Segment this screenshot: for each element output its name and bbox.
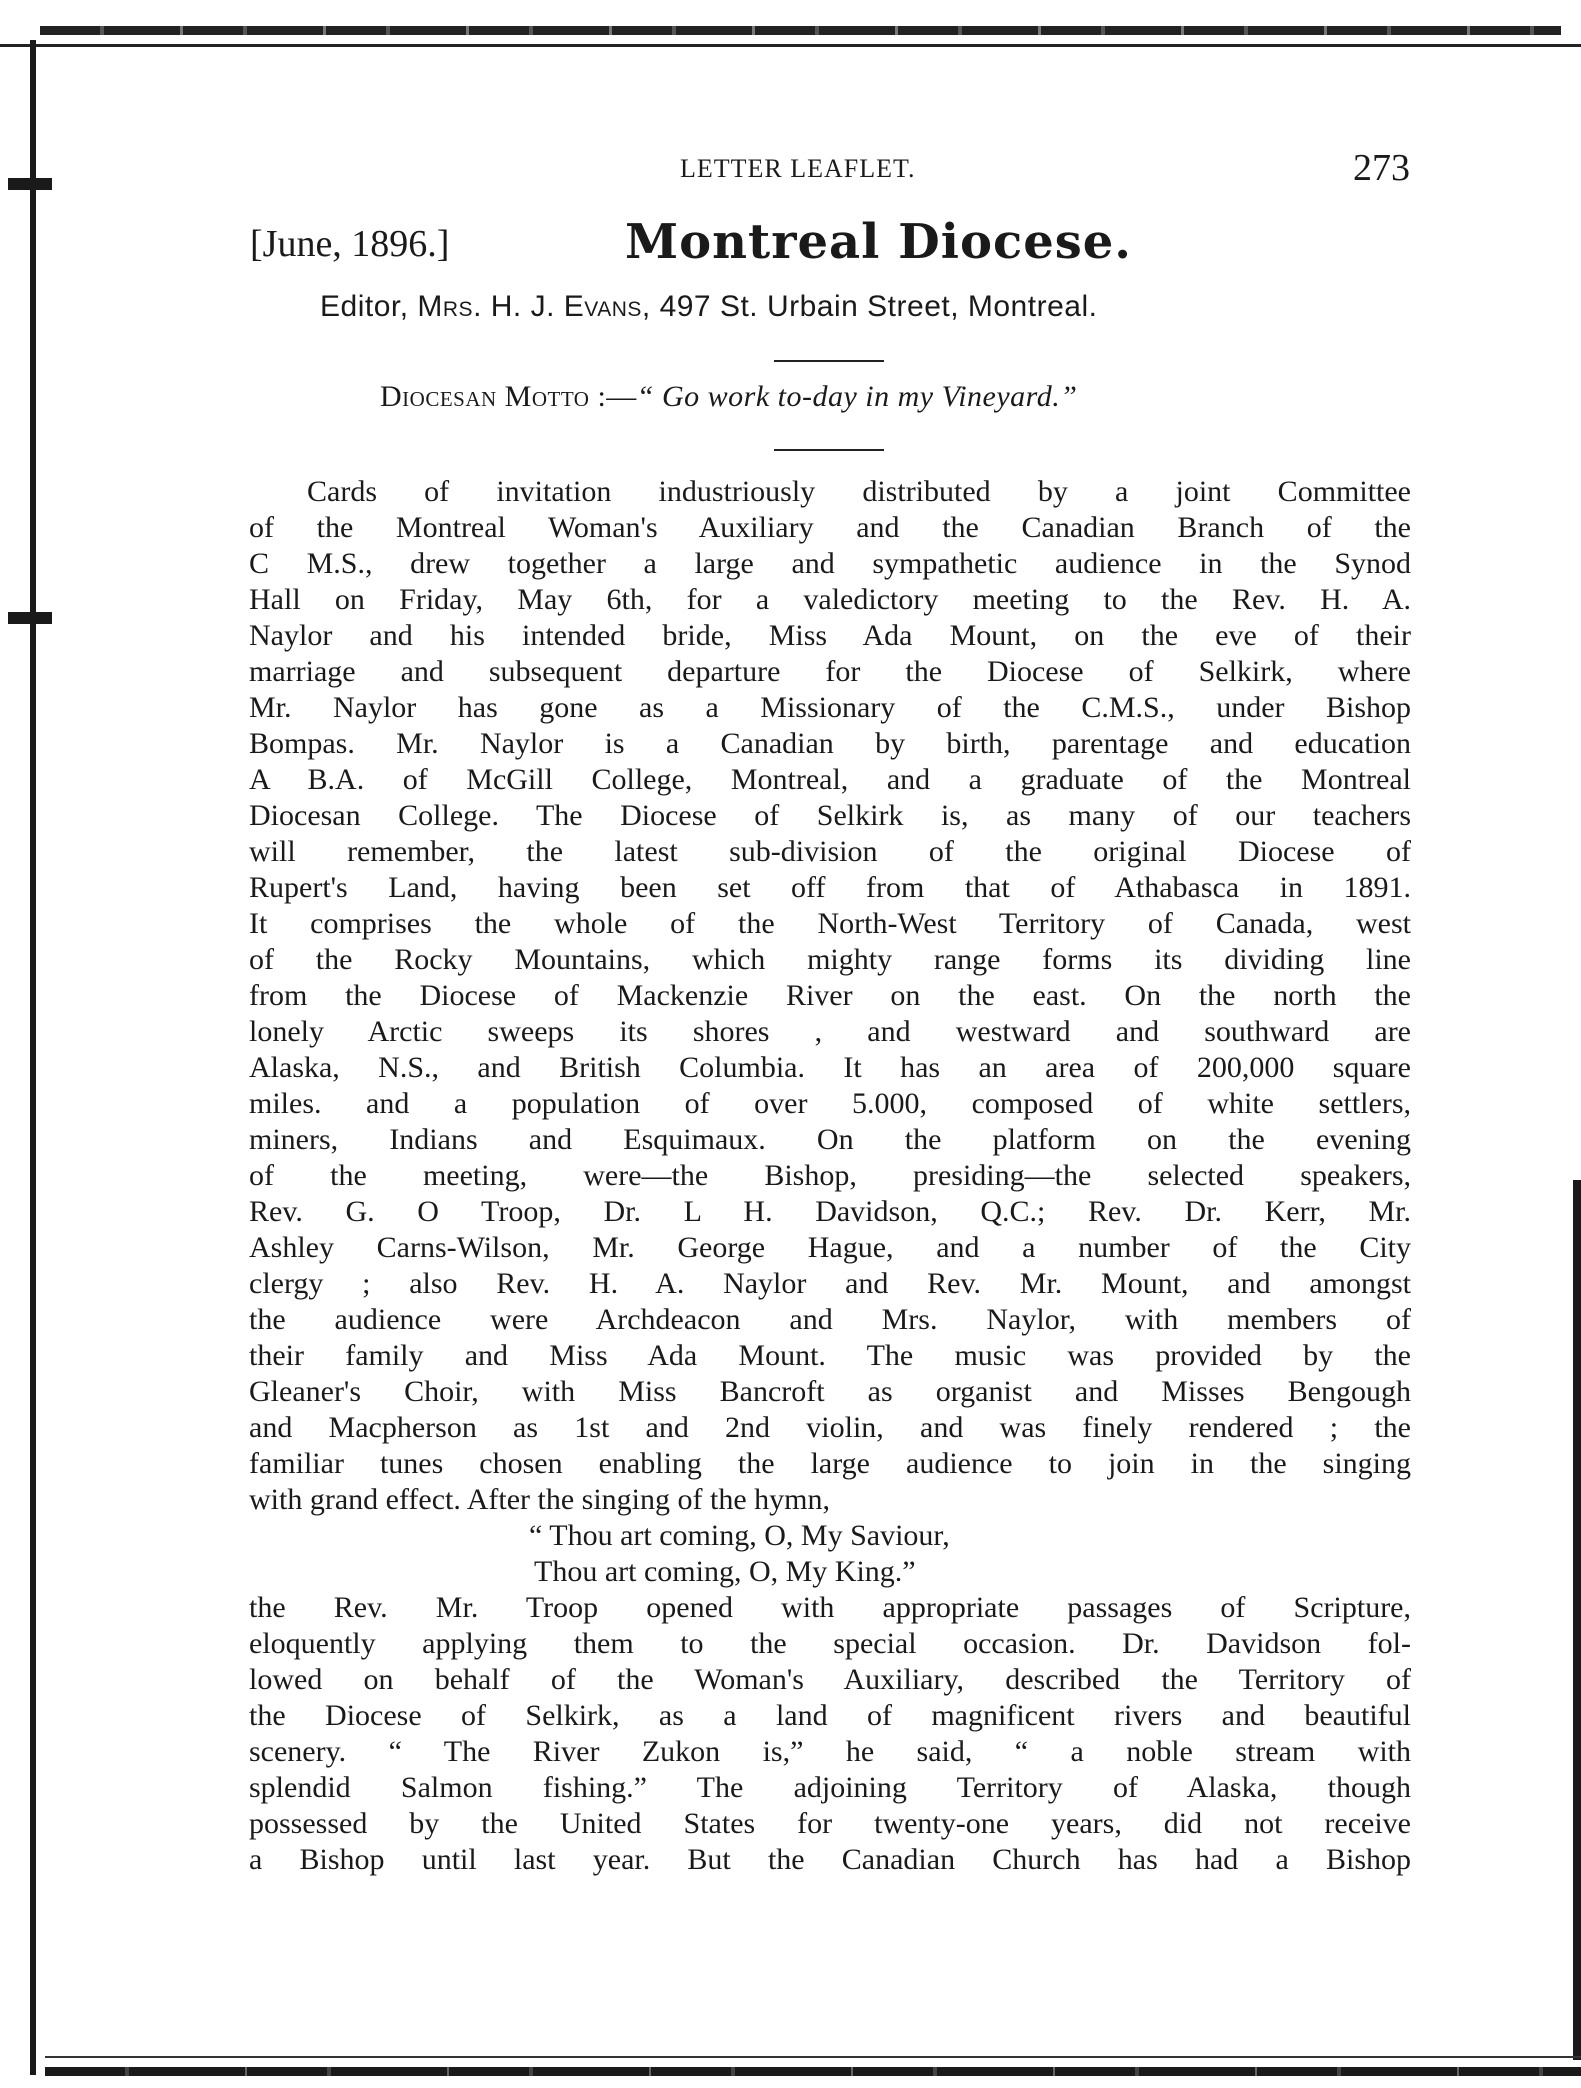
motto-text: “ Go work to-day in my Vineyard.”: [636, 380, 1078, 413]
section-divider: [774, 449, 884, 451]
running-title: LETTER LEAFLET.: [680, 154, 916, 183]
bottom-border-thin-rule: [45, 2056, 1581, 2058]
hymn-line: “ Thou art coming, O, My Saviour,: [529, 1519, 950, 1552]
body-line: A B.A. of McGill College, Montreal, and a graduate of the Montreal: [249, 763, 1411, 796]
body-line: Gleaner's Choir, with Miss Bancroft as organist and Misses Bengough: [249, 1375, 1411, 1408]
diocese-title: Montreal Diocese.: [625, 214, 1133, 270]
body-line: Cards of invitation industriously distributed by a joint Committee: [307, 475, 1411, 508]
body-line: Rupert's Land, having been set off from that of Athabasca in 1891.: [249, 871, 1411, 904]
motto-label: Diocesan Motto :—: [380, 380, 637, 413]
body-line: the audience were Archdeacon and Mrs. Naylor, with members of: [249, 1303, 1411, 1336]
left-edge-mark: [8, 612, 52, 624]
body-line: miles. and a population of over 5.000, composed of white settlers,: [249, 1087, 1411, 1120]
hymn-line: Thou art coming, O, My King.”: [534, 1555, 916, 1588]
body-line: Alaska, N.S., and British Columbia. It has an area of 200,000 square: [249, 1051, 1411, 1084]
top-border-rule: [40, 26, 1561, 35]
body-line: possessed by the United States for twenty-one years, did not receive: [249, 1807, 1411, 1840]
bottom-border-rule: [45, 2067, 1581, 2076]
body-line: It comprises the whole of the North-West Territory of Canada, west: [249, 907, 1411, 940]
body-line: lonely Arctic sweeps its shores , and westward and southward are: [249, 1015, 1411, 1048]
body-line: C M.S., drew together a large and sympathetic audience in the Synod: [249, 547, 1411, 580]
body-line: with grand effect. After the singing of the hymn,: [249, 1483, 830, 1516]
issue-date: [June, 1896.]: [250, 223, 450, 265]
body-line: clergy ; also Rev. H. A. Naylor and Rev. Mr. Mount, and amongst: [249, 1267, 1411, 1300]
body-line: miners, Indians and Esquimaux. On the platform on the evening: [249, 1123, 1411, 1156]
body-line: Ashley Carns-Wilson, Mr. George Hague, and a number of the City: [249, 1231, 1411, 1264]
right-page-edge: [1573, 1180, 1581, 2060]
article-body: [249, 474, 1411, 1878]
editor-name: Mrs. H. J. Evans,: [417, 290, 651, 323]
body-line: Hall on Friday, May 6th, for a valedictory meeting to the Rev. H. A.: [249, 583, 1411, 616]
left-edge-mark: [8, 178, 52, 190]
body-line: marriage and subsequent departure for the Diocese of Selkirk, where: [249, 655, 1411, 688]
editor-prefix: Editor,: [320, 290, 409, 323]
body-line: lowed on behalf of the Woman's Auxiliary, described the Territory of: [249, 1663, 1411, 1696]
body-line: of the Rocky Mountains, which mighty range forms its dividing line: [249, 943, 1411, 976]
diocesan-motto: [380, 380, 1077, 414]
section-divider: [774, 360, 884, 362]
body-line: a Bishop until last year. But the Canadian Church has had a Bishop: [249, 1843, 1411, 1876]
body-line: of the Montreal Woman's Auxiliary and the Canadian Branch of the: [249, 511, 1411, 544]
body-line: splendid Salmon fishing.” The adjoining Territory of Alaska, though: [249, 1771, 1411, 1804]
body-line: Diocesan College. The Diocese of Selkirk is, as many of our teachers: [249, 799, 1411, 832]
body-line: the Rev. Mr. Troop opened with appropriate passages of Scripture,: [249, 1591, 1411, 1624]
left-page-edge: [30, 40, 36, 2075]
body-line: the Diocese of Selkirk, as a land of magnificent rivers and beautiful: [249, 1699, 1411, 1732]
running-head: [250, 147, 1410, 190]
body-line: Bompas. Mr. Naylor is a Canadian by birth, parentage and education: [249, 727, 1411, 760]
body-line: scenery. “ The River Zukon is,” he said, “ a noble stream with: [249, 1735, 1411, 1768]
editor-address: 497 St. Urbain Street, Montreal.: [659, 290, 1098, 323]
body-line: Naylor and his intended bride, Miss Ada Mount, on the eve of their: [249, 619, 1411, 652]
top-border-thin-rule: [0, 44, 1581, 47]
body-line: will remember, the latest sub-division of the original Diocese of: [249, 835, 1411, 868]
body-line: and Macpherson as 1st and 2nd violin, and was finely rendered ; the: [249, 1411, 1411, 1444]
body-line: Rev. G. O Troop, Dr. L H. Davidson, Q.C.; Rev. Dr. Kerr, Mr.: [249, 1195, 1411, 1228]
body-line: from the Diocese of Mackenzie River on the east. On the north the: [249, 979, 1411, 1012]
body-line: Mr. Naylor has gone as a Missionary of the C.M.S., under Bishop: [249, 691, 1411, 724]
body-line: their family and Miss Ada Mount. The music was provided by the: [249, 1339, 1411, 1372]
body-line: familiar tunes chosen enabling the large audience to join in the singing: [249, 1447, 1411, 1480]
body-line: eloquently applying them to the special occasion. Dr. Davidson fol-: [249, 1627, 1411, 1660]
page-number: 273: [1353, 147, 1410, 189]
editor-line: [320, 290, 1097, 324]
body-line: of the meeting, were—the Bishop, presiding—the selected speakers,: [249, 1159, 1411, 1192]
